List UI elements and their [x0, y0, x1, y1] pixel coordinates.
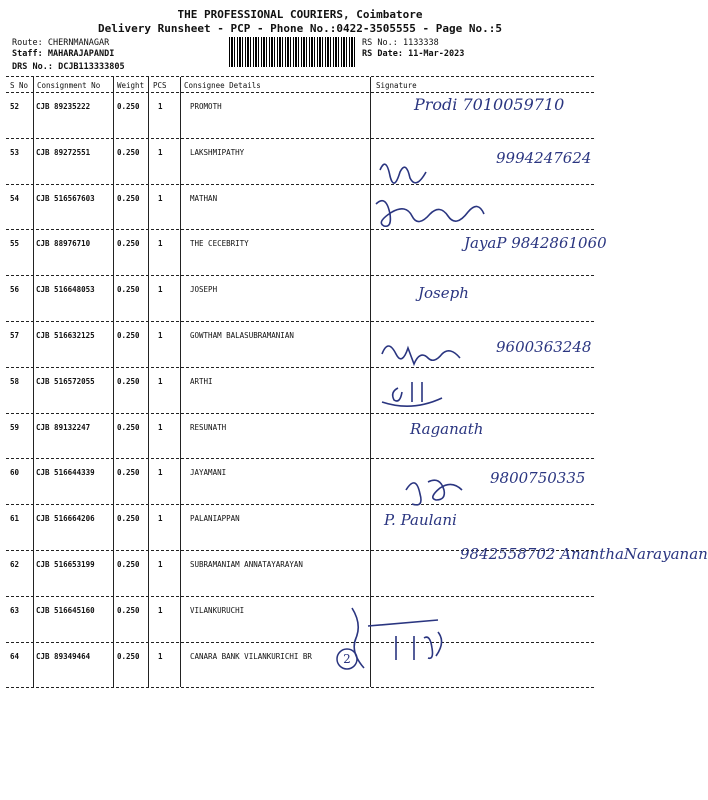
row-consignee-name: JOSEPH: [190, 285, 218, 295]
row-consignment-no: CJB 89272551: [36, 147, 91, 157]
col-pcs: PCS: [153, 81, 167, 90]
col-consignee: Consignee Details: [184, 81, 261, 90]
rs-line: [362, 38, 439, 48]
row-consignment-no: CJB 88976710: [36, 239, 91, 249]
row-consignee-name: THE CECEBRITY: [190, 239, 249, 249]
header-rule-bottom: [6, 92, 594, 93]
staff-label: Staff:: [12, 49, 43, 59]
row-consignee-name: PALANIAPPAN: [190, 514, 240, 524]
row-pcs: 1: [158, 422, 163, 432]
row-weight: 0.250: [117, 102, 140, 111]
row-consignee-name: SUBRAMANIAM ANNATAYARAYAN: [190, 560, 303, 569]
col-signature: Signature: [376, 81, 417, 90]
row-consignment-no: CJB 516653199: [36, 560, 95, 569]
row-weight: 0.250: [117, 514, 140, 524]
row-pcs: 1: [158, 239, 163, 249]
row-weight: 0.250: [117, 605, 140, 615]
rs-value: 1133338: [402, 38, 439, 48]
row-separator: [6, 321, 594, 322]
row-signature: JayaP 9842861060: [464, 234, 607, 253]
row-sno: 55: [10, 239, 20, 249]
row-pcs: 1: [158, 376, 163, 386]
row-pcs: 1: [158, 651, 163, 661]
row-sno: 57: [10, 331, 20, 340]
row-consignment-no: CJB 516645160: [36, 605, 95, 615]
row-signature: 9600363248: [496, 338, 592, 356]
row-consignee-name: LAKSHMIPATHY: [190, 147, 245, 157]
row-consignment-no: CJB 516572055: [36, 376, 95, 386]
rs-date-value: 11-Mar-2023: [408, 49, 465, 59]
drs-line: [12, 62, 125, 72]
runsheet-title: Delivery Runsheet - PCP - Phone No.:0422-3505555 - Page No.:5: [98, 22, 502, 35]
row-sno: 53: [10, 147, 20, 157]
row-weight: 0.250: [117, 193, 140, 203]
signature-scribble: [370, 190, 500, 230]
row-sno: 59: [10, 422, 20, 432]
row-sno: 56: [10, 285, 20, 295]
row-signature: 9994247624: [496, 148, 592, 167]
row-consignment-no: CJB 89132247: [36, 422, 91, 432]
col-sno: S No: [10, 81, 29, 90]
row-signature: Raganath: [410, 419, 484, 438]
row-consignment-no: CJB 516567603: [36, 193, 95, 203]
row-consignment-no: CJB 89235222: [36, 102, 91, 111]
row-pcs: 1: [158, 468, 163, 478]
row-separator: [6, 687, 594, 688]
rs-label: RS No.:: [362, 38, 398, 48]
drs-value: DCJB113333805: [58, 62, 125, 72]
row-weight: 0.250: [117, 239, 140, 249]
row-weight: 0.250: [117, 376, 140, 386]
row-weight: 0.250: [117, 331, 140, 340]
row-pcs: 1: [158, 514, 163, 524]
row-weight: 0.250: [117, 651, 140, 661]
staff-line: [12, 49, 114, 59]
rs-date-label: RS Date:: [362, 49, 403, 59]
row-consignee-name: ARTHI: [190, 376, 213, 386]
row-sno: 52: [10, 102, 20, 111]
row-pcs: 1: [158, 605, 163, 615]
signature-scribble: [400, 470, 480, 510]
row-consignee-name: VILANKURUCHI: [190, 605, 245, 615]
row-consignee-name: CANARA BANK VILANKURICHI BR: [190, 651, 312, 661]
row-pcs: 1: [158, 102, 163, 111]
signature-scribble: [378, 334, 468, 374]
row-signature: P. Paulani: [384, 511, 457, 530]
row-separator: [6, 642, 594, 643]
row-pcs: 1: [158, 147, 163, 157]
row-consignee-name: PROMOTH: [190, 102, 222, 111]
circled-number: 2: [343, 652, 351, 666]
row-weight: 0.250: [117, 285, 140, 295]
row-sno: 62: [10, 560, 20, 569]
row-pcs: 1: [158, 193, 163, 203]
row-weight: 0.250: [117, 560, 140, 569]
route-value: CHERNMANAGAR: [47, 38, 110, 48]
row-separator: [6, 413, 594, 414]
row-pcs: 1: [158, 331, 163, 340]
row-consignment-no: CJB 89349464: [36, 651, 91, 661]
row-consignment-no: CJB 516644339: [36, 468, 95, 478]
row-separator: [6, 367, 594, 368]
row-pcs: 1: [158, 560, 163, 569]
row-weight: 0.250: [117, 422, 140, 432]
row-consignee-name: MATHAN: [190, 193, 218, 203]
col-weight: Weight: [117, 81, 145, 90]
row-separator: [6, 229, 594, 230]
row-separator: [6, 504, 594, 505]
row-weight: 0.250: [117, 468, 140, 478]
header-rule-top: [6, 76, 594, 77]
row-consignment-no: CJB 516632125: [36, 331, 95, 340]
row-sno: 61: [10, 514, 20, 524]
row-consignee-name: JAYAMANI: [190, 468, 227, 478]
row-weight: 0.250: [117, 147, 140, 157]
row-signature: 9842558702 AnanthaNarayanan: [460, 545, 708, 563]
row-signature: 9800750335: [490, 469, 586, 488]
row-sno: 58: [10, 376, 20, 386]
row-separator: [6, 275, 594, 276]
row-separator: [6, 138, 594, 139]
row-signature: Prodi 7010059710: [414, 95, 565, 114]
row-pcs: 1: [158, 285, 163, 295]
row-sno: 64: [10, 651, 20, 661]
rs-date-line: [362, 49, 464, 59]
row-separator: [6, 458, 594, 459]
signature-scribble: [378, 378, 448, 416]
row-sno: 54: [10, 193, 20, 203]
row-sno: 63: [10, 605, 20, 615]
row-signature: Joseph: [418, 284, 469, 303]
route-line: [12, 38, 109, 48]
drs-label: DRS No.:: [12, 62, 53, 72]
row-consignee-name: RESUNATH: [190, 422, 227, 432]
staff-value: MAHARAJAPANDI: [47, 49, 115, 59]
circled-mark: [334, 646, 360, 672]
signature-scribble: [372, 150, 572, 190]
barcode: [229, 37, 357, 67]
company-title: THE PROFESSIONAL COURIERS, Coimbatore: [177, 8, 423, 21]
row-separator: [6, 596, 594, 597]
row-consignment-no: CJB 516664206: [36, 514, 95, 524]
col-consignment: Consignment No: [37, 81, 101, 90]
row-consignee-name: GOWTHAM BALASUBRAMANIAN: [190, 331, 294, 340]
row-sno: 60: [10, 468, 20, 478]
route-label: Route:: [12, 38, 43, 48]
row-consignment-no: CJB 516648053: [36, 285, 95, 295]
